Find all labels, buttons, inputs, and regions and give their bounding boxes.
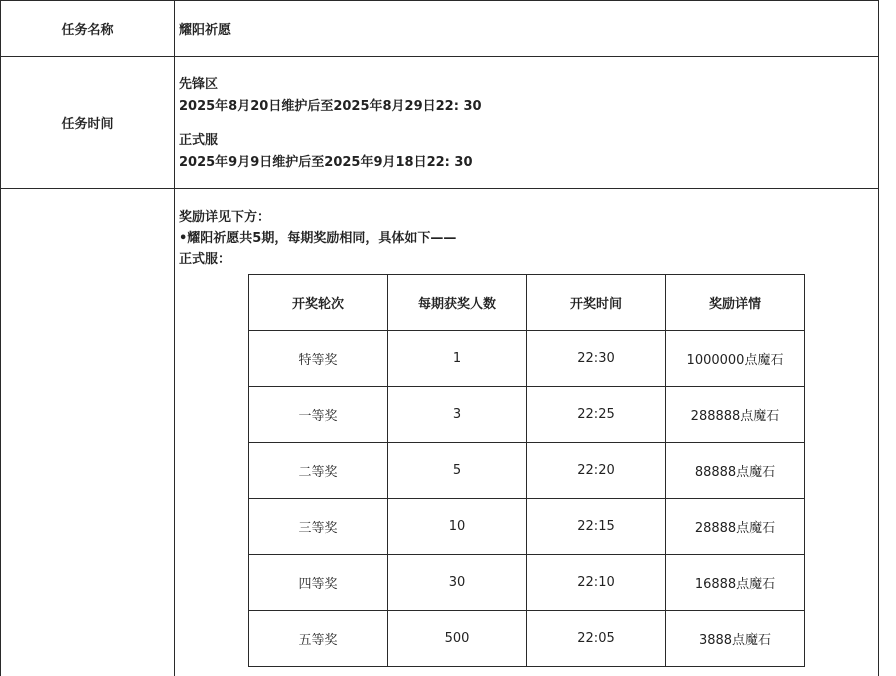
cell-round: 五等奖 xyxy=(249,611,388,667)
task-time-label: 任务时间 xyxy=(1,57,175,189)
table-row xyxy=(249,499,805,555)
cell-round: 一等奖 xyxy=(249,387,388,443)
pioneer-time: 2025年8月20日维护后至2025年8月29日22: 30 xyxy=(179,98,482,114)
cell-draw-time: 22:30 xyxy=(527,331,666,387)
reward-intro: 奖励详见下方： xyxy=(179,210,271,225)
reward-content xyxy=(175,189,879,676)
cell-winners: 10 xyxy=(388,499,527,555)
task-name-value: 耀阳祈愿 xyxy=(175,1,879,57)
cell-draw-time: 22:15 xyxy=(527,499,666,555)
cell-reward: 3888点魔石 xyxy=(666,611,805,667)
reward-label xyxy=(1,189,175,676)
table-row xyxy=(249,331,805,387)
cell-draw-time: 22:25 xyxy=(527,387,666,443)
header-draw-time: 开奖时间 xyxy=(527,275,666,331)
cell-winners: 30 xyxy=(388,555,527,611)
reward-server: 正式服： xyxy=(179,252,232,267)
reward-row xyxy=(1,189,879,676)
cell-winners: 500 xyxy=(388,611,527,667)
cell-draw-time: 22:10 xyxy=(527,555,666,611)
header-reward: 奖励详情 xyxy=(666,275,805,331)
reward-summary: •耀阳祈愿共5期，每期奖励相同，具体如下—— xyxy=(179,231,457,246)
cell-reward: 28888点魔石 xyxy=(666,499,805,555)
header-winners: 每期获奖人数 xyxy=(388,275,527,331)
pioneer-title: 先锋区 xyxy=(179,76,219,92)
cell-reward: 88888点魔石 xyxy=(666,443,805,499)
cell-draw-time: 22:20 xyxy=(527,443,666,499)
task-time-content xyxy=(175,57,879,189)
header-round: 开奖轮次 xyxy=(249,275,388,331)
prize-table xyxy=(248,274,805,667)
table-row xyxy=(249,555,805,611)
cell-round: 三等奖 xyxy=(249,499,388,555)
cell-round: 特等奖 xyxy=(249,331,388,387)
cell-winners: 1 xyxy=(388,331,527,387)
cell-reward: 16888点魔石 xyxy=(666,555,805,611)
cell-winners: 5 xyxy=(388,443,527,499)
task-time-row xyxy=(1,57,879,189)
table-row xyxy=(249,387,805,443)
task-name-label: 任务名称 xyxy=(1,1,175,57)
prize-header-row xyxy=(249,275,805,331)
official-time: 2025年9月9日维护后至2025年9月18日22: 30 xyxy=(179,154,473,170)
cell-reward: 1000000点魔石 xyxy=(666,331,805,387)
table-row xyxy=(249,443,805,499)
task-name-row xyxy=(1,1,879,57)
cell-round: 二等奖 xyxy=(249,443,388,499)
cell-round: 四等奖 xyxy=(249,555,388,611)
cell-reward: 288888点魔石 xyxy=(666,387,805,443)
cell-draw-time: 22:05 xyxy=(527,611,666,667)
table-row xyxy=(249,611,805,667)
official-title: 正式服 xyxy=(179,132,219,148)
cell-winners: 3 xyxy=(388,387,527,443)
